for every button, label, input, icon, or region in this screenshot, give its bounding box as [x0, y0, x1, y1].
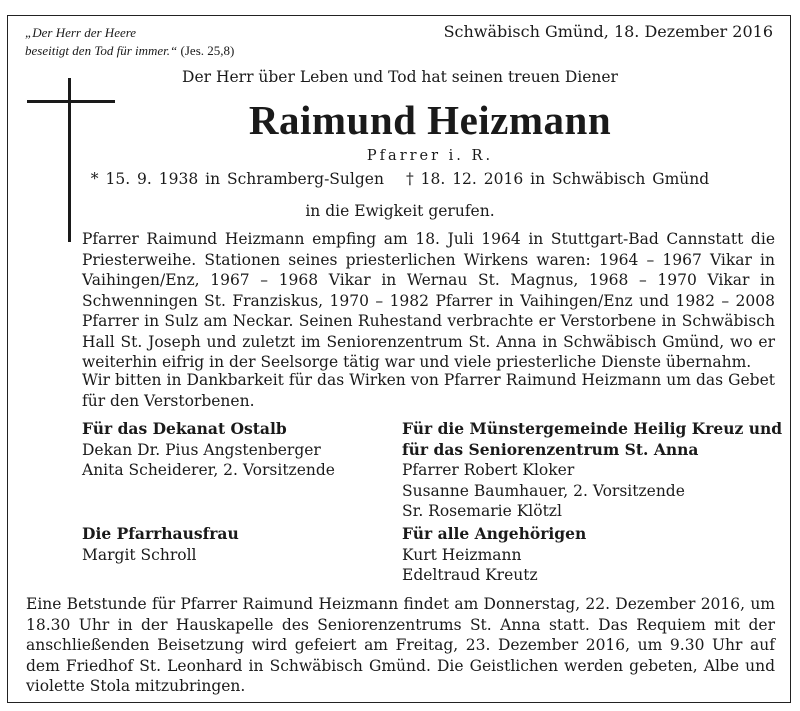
quote-line-1: „Der Herr der Heere [25, 25, 137, 40]
signatory-line: Pfarrer Robert Kloker [402, 461, 575, 479]
signatory-heading: für das Seniorenzentrum St. Anna [402, 439, 699, 459]
signatory-dekanat [82, 419, 335, 481]
bible-quote [25, 24, 234, 60]
biography-paragraph: Pfarrer Raimund Heizmann empfing am 18. Juli 1964 in Stuttgart-Bad Cannstatt die Priesterweihe. Stationen seines priesterlichen Wirkens waren: 1964 – 1967 Vikar in Vaihingen/Enz, 1967 – 1968 Vikar in Wernau St. Magnus, 1968 – 1970 Vikar in Schwenningen St. Franziskus, 1970 – 1982 Pfarrer in Vaihingen/Enz und 1982 – 2008 Pfarrer in Sulz am Neckar. Seinen Ruhestand verbrachte er Verstorbene in Schwäbisch Hall St. Joseph und zuletzt im Seniorenzentrum St. Anna in Schwäbisch Gmünd, wo er weiterhin eifrig in der Seelsorge tätig war und viele priesterliche Dienste übernahm. [82, 230, 775, 371]
signatory-line: Margit Schroll [82, 545, 197, 564]
signatory-heading: Für das Dekanat Ostalb [82, 419, 287, 438]
thanks-paragraph: Wir bitten in Dankbarkeit für das Wirken von Pfarrer Raimund Heizmann um das Gebet für den Verstorbenen. [82, 371, 775, 410]
signatory-line: Edeltraud Kreutz [402, 566, 538, 584]
signatory-gemeinde [402, 419, 782, 522]
birth-date: * 15. 9. 1938 in Schramberg-Sulgen [90, 170, 384, 188]
signatory-line: Susanne Baumhauer, 2. Vorsitzende [402, 481, 685, 500]
deceased-name: Raimund Heizmann [248, 97, 612, 143]
signatory-line: Anita Scheiderer, 2. Vorsitzende [82, 461, 335, 479]
signatory-line: Kurt Heizmann [402, 545, 522, 564]
called-text: in die Ewigkeit gerufen. [305, 202, 495, 220]
quote-line-2: beseitigt den Tod für immer.“ [25, 43, 178, 58]
signatory-line: Sr. Rosemarie Klötzl [402, 502, 562, 520]
deceased-title: Pfarrer i. R. [366, 148, 494, 164]
life-dates [0, 170, 800, 188]
place-date: Schwäbisch Gmünd, 18. Dezember 2016 [443, 22, 773, 41]
signatory-heading: Die Pfarrhausfrau [82, 524, 239, 543]
death-date: † 18. 12. 2016 in Schwäbisch Gmünd [405, 170, 710, 188]
quote-reference: (Jes. 25,8) [180, 43, 235, 58]
signatory-line: Dekan Dr. Pius Angstenberger [82, 440, 321, 459]
signatory-angehoerige [402, 524, 586, 586]
service-paragraph: Eine Betstunde für Pfarrer Raimund Heizmann findet am Donnerstag, 22. Dezember 2016, um 18.30 Uhr in der Hauskapelle des Seniorenzentrums St. Anna statt. Das Requiem mit der anschließenden Beisetzung wird gefeiert am Freitag, 23. Dezember 2016, um 9.30 Uhr auf dem Friedhof St. Leonhard in Schwäbisch Gmünd. Die Geistlichen werden gebeten, Albe und violette Stola mitzubringen. [26, 595, 775, 695]
signatory-pfarrhausfrau [82, 524, 239, 565]
signatory-heading: Für die Münstergemeinde Heilig Kreuz und [402, 419, 783, 438]
intro-text: Der Herr über Leben und Tod hat seinen treuen Diener [182, 68, 618, 86]
signatory-heading: Für alle Angehörigen [402, 524, 587, 543]
